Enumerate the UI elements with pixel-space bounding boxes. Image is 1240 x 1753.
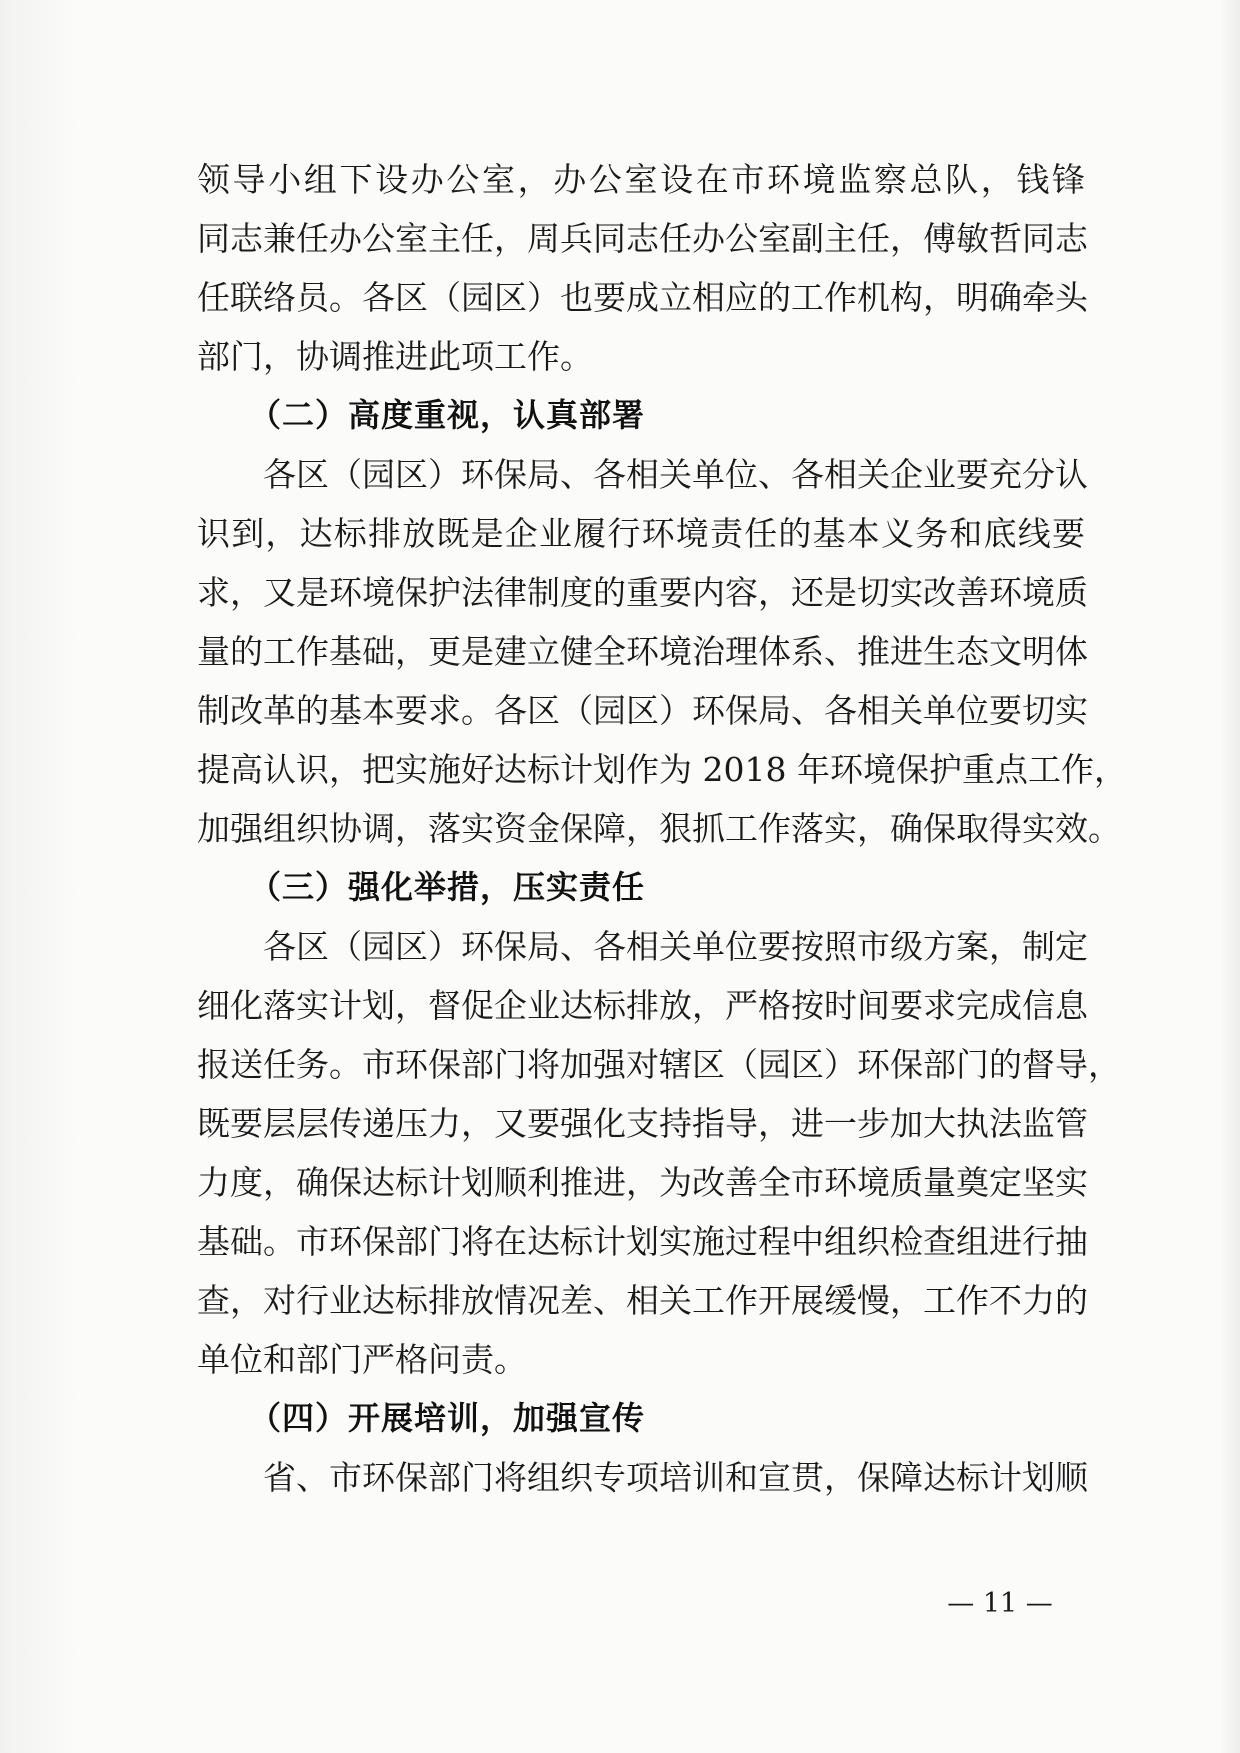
text-line: 同志兼任办公室主任，周兵同志任办公室副主任，傅敏哲同志 bbox=[197, 219, 1088, 258]
section-heading-2: （二）高度重视，认真部署 bbox=[249, 396, 646, 434]
scan-shadow-right bbox=[1220, 0, 1240, 1753]
text-line: 力度，确保达标计划顺利推进，为改善全市环境质量奠定坚实 bbox=[197, 1163, 1088, 1202]
text-line: 加强组织协调，落实资金保障，狠抓工作落实，确保取得实效。 bbox=[197, 809, 1121, 848]
section-heading-4: （四）开展培训，加强宣传 bbox=[249, 1399, 646, 1437]
text-line: 量的工作基础，更是建立健全环境治理体系、推进生态文明体 bbox=[197, 632, 1088, 671]
text-line: 细化落实计划，督促企业达标排放，严格按时间要求完成信息 bbox=[197, 986, 1088, 1025]
text-line: 领导小组下设办公室，办公室设在市环境监察总队，钱锋 bbox=[197, 160, 1085, 199]
text-line: 提高认识，把实施好达标计划作为 2018 年环境保护重点工作， bbox=[197, 750, 1127, 789]
page-number: — 11 — bbox=[947, 1588, 1053, 1619]
text-line: 单位和部门严格问责。 bbox=[197, 1340, 527, 1379]
text-line: 识到，达标排放既是企业履行环境责任的基本义务和底线要 bbox=[197, 514, 1085, 553]
text-line: 求，又是环境保护法律制度的重要内容，还是切实改善环境质 bbox=[197, 573, 1088, 612]
text-line: 既要层层传递压力，又要强化支持指导，进一步加大执法监管 bbox=[197, 1104, 1088, 1143]
section-heading-3: （三）强化举措，压实责任 bbox=[249, 868, 646, 906]
text-line: 各区（园区）环保局、各相关单位要按照市级方案，制定 bbox=[263, 927, 1088, 966]
scan-shadow-left bbox=[0, 0, 78, 1753]
text-line: 查，对行业达标排放情况差、相关工作开展缓慢，工作不力的 bbox=[197, 1281, 1088, 1320]
text-line: 省、市环保部门将组织专项培训和宣贯，保障达标计划顺 bbox=[263, 1458, 1088, 1497]
text-line: 基础。市环保部门将在达标计划实施过程中组织检查组进行抽 bbox=[197, 1222, 1088, 1261]
body-text bbox=[197, 150, 1127, 1507]
text-line: 部门，协调推进此项工作。 bbox=[197, 337, 593, 376]
text-line: 报送任务。市环保部门将加强对辖区（园区）环保部门的督导， bbox=[197, 1045, 1121, 1084]
text-line: 各区（园区）环保局、各相关单位、各相关企业要充分认 bbox=[263, 455, 1088, 494]
text-line: 任联络员。各区（园区）也要成立相应的工作机构，明确牵头 bbox=[197, 278, 1088, 317]
text-line: 制改革的基本要求。各区（园区）环保局、各相关单位要切实 bbox=[197, 691, 1088, 730]
